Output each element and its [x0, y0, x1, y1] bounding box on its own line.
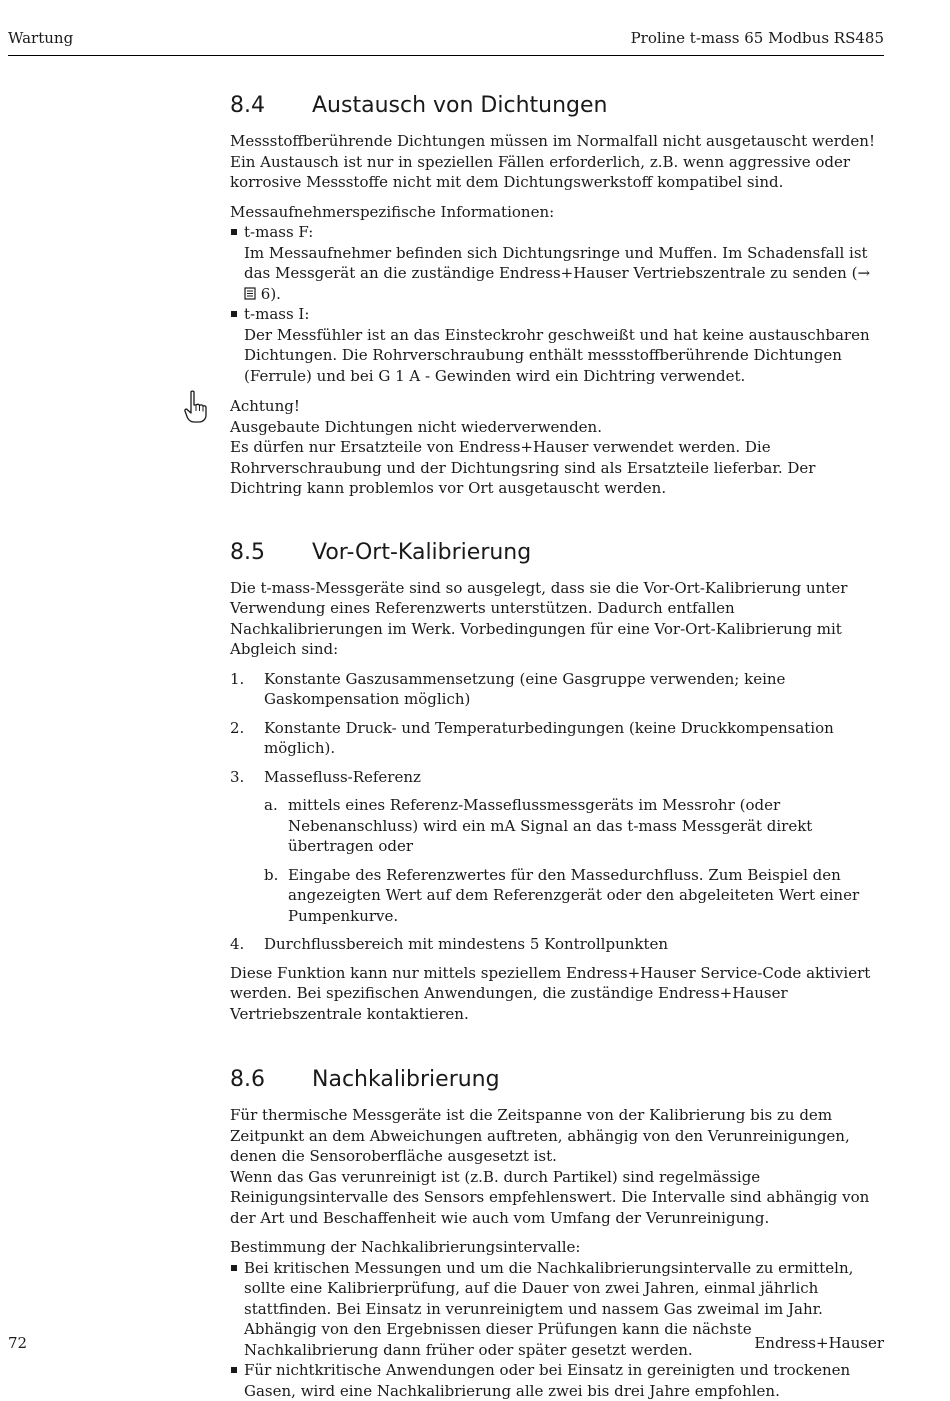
page-header — [8, 26, 884, 56]
bullet-text: Im Messaufnehmer befinden sich Dichtungsringe und Muffen. Im Schadensfall ist das Messgerät an die zuständige Endress+Hauser Vertriebszentrale zu senden (→ 6). — [244, 243, 885, 305]
footer-brand: Endress+Hauser — [754, 1334, 884, 1352]
info-label: Messaufnehmerspezifische Informationen: — [230, 202, 885, 223]
step-number: 3. — [230, 767, 244, 788]
section-number: 8.6 — [230, 1064, 312, 1096]
warning-title: Achtung! — [230, 396, 885, 417]
page-content — [230, 90, 885, 1401]
step-text: Durchflussbereich mit mindestens 5 Kontrollpunkten — [264, 935, 668, 953]
intro-paragraph: Messstoffberührende Dichtungen müssen im Normalfall nicht ausgetauscht werden! Ein Austausch ist nur in speziellen Fällen erforderlich, z.B. wenn aggressive oder korrosive Messstoffe nicht mit dem Dichtungswerkstoff kompatibel sind. — [230, 131, 885, 193]
list-item — [230, 1360, 885, 1401]
bullet-head: t-mass F: — [244, 222, 885, 243]
warning-line: Ausgebaute Dichtungen nicht wiederverwenden. — [230, 417, 885, 438]
substep-text: mittels eines Referenz-Masseflussmessgeräts im Messrohr (oder Nebenanschluss) wird ein mA Signal an das t-mass Messgerät direkt übertragen oder — [288, 796, 812, 855]
section-8-5 — [230, 537, 885, 1025]
bullet-text: Abhängig von den Ergebnissen dieser Prüfungen kann die nächste Nachkalibrierung dann früher oder später gesetzt werden. — [244, 1319, 885, 1360]
bullet-text: Für nichtkritische Anwendungen oder bei Einsatz in gereinigten und trockenen Gasen, wird eine Nachkalibrierung alle zwei bis drei Jahre empfohlen. — [244, 1360, 885, 1401]
paragraph: Wenn das Gas verunreinigt ist (z.B. durch Partikel) sind regelmässige Reinigungsintervalle des Sensors empfehlenswert. Die Intervalle sind abhängig von der Art und Beschaffenheit wie auch vom Umfang der Verunreinigung. — [230, 1167, 885, 1229]
step-text: Konstante Gaszusammensetzung (eine Gasgruppe verwenden; keine Gaskompensation möglich) — [264, 670, 785, 709]
pointing-hand-icon — [182, 390, 208, 426]
substep-text: Eingabe des Referenzwertes für den Massedurchfluss. Zum Beispiel den angezeigten Wert auf dem Referenzgerät oder den abgeleiteten Wert einer Pumpenkurve. — [288, 866, 859, 925]
section-heading — [230, 537, 885, 569]
section-title: Nachkalibrierung — [312, 1067, 500, 1092]
section-number: 8.5 — [230, 537, 312, 569]
interval-list — [230, 1258, 885, 1401]
step-text: Massefluss-Referenz — [264, 768, 421, 786]
page-number: 72 — [8, 1334, 27, 1352]
paragraph: Für thermische Messgeräte ist die Zeitspanne von der Kalibrierung bis zu dem Zeitpunkt an dem Abweichungen auftreten, abhängig von den Verunreinigungen, denen die Sensoroberfläche ausgesetzt ist. — [230, 1105, 885, 1167]
list-item — [230, 222, 885, 304]
substep-letter: a. — [264, 795, 278, 816]
list-item — [264, 865, 885, 927]
step-number: 2. — [230, 718, 244, 739]
page-reference-number: 6 — [261, 285, 271, 303]
substep-letter: b. — [264, 865, 278, 886]
bullet-text: Der Messfühler ist an das Einsteckrohr geschweißt und hat keine austauschbaren Dichtungen. Die Rohrverschraubung enthält messstoffberührende Dichtungen (Ferrule) und bei G 1 A - Gewinden wird ein Dichtring verwendet. — [244, 325, 885, 387]
sensor-info-list — [230, 222, 885, 386]
section-title: Austausch von Dichtungen — [312, 93, 607, 118]
list-item — [230, 718, 885, 759]
header-product: Proline t-mass 65 Modbus RS485 — [631, 29, 884, 47]
intro-paragraph: Die t-mass-Messgeräte sind so ausgelegt, dass sie die Vor-Ort-Kalibrierung unter Verwendung eines Referenzwerts unterstützen. Dadurch entfallen Nachkalibrierungen im Werk. Vorbedingungen für eine Vor-Ort-Kalibrierung mit Abgleich sind: — [230, 578, 885, 660]
page-reference-icon — [244, 287, 256, 300]
section-heading — [230, 90, 885, 122]
list-item — [230, 304, 885, 386]
step-number: 4. — [230, 934, 244, 955]
arrow-right-icon: → — [857, 264, 870, 282]
section-title: Vor-Ort-Kalibrierung — [312, 540, 531, 565]
header-chapter: Wartung — [8, 29, 73, 47]
list-item — [230, 767, 885, 927]
bullet-text: Bei kritischen Messungen und um die Nachkalibrierungsintervalle zu ermitteln, sollte eine Kalibrierprüfung, auf die Dauer von zwei Jahren, einmal jährlich stattfinden. Bei Einsatz in verunreinigtem und nassem Gas zweimal im Jahr. — [244, 1258, 885, 1320]
step-number: 1. — [230, 669, 244, 690]
section-number: 8.4 — [230, 90, 312, 122]
warning-note — [230, 396, 885, 499]
list-item — [264, 795, 885, 857]
section-8-4 — [230, 90, 885, 499]
list-item — [230, 934, 885, 955]
list-label: Bestimmung der Nachkalibrierungsintervalle: — [230, 1237, 885, 1258]
list-item — [230, 669, 885, 710]
warning-text: Es dürfen nur Ersatzteile von Endress+Hauser verwendet werden. Die Rohrverschraubung und der Dichtungsring sind als Ersatzteile lieferbar. Der Dichtring kann problemlos vor Ort ausgetauscht werden. — [230, 437, 885, 499]
precondition-list — [230, 669, 885, 955]
step-text: Konstante Druck- und Temperaturbedingungen (keine Druckkompensation möglich). — [264, 719, 834, 758]
bullet-head: t-mass I: — [244, 304, 885, 325]
outro-paragraph: Diese Funktion kann nur mittels speziellem Endress+Hauser Service-Code aktiviert werden. Bei spezifischen Anwendungen, die zuständige Endress+Hauser Vertriebszentrale kontaktieren. — [230, 963, 885, 1025]
reference-sublist — [264, 795, 885, 926]
section-heading — [230, 1064, 885, 1096]
